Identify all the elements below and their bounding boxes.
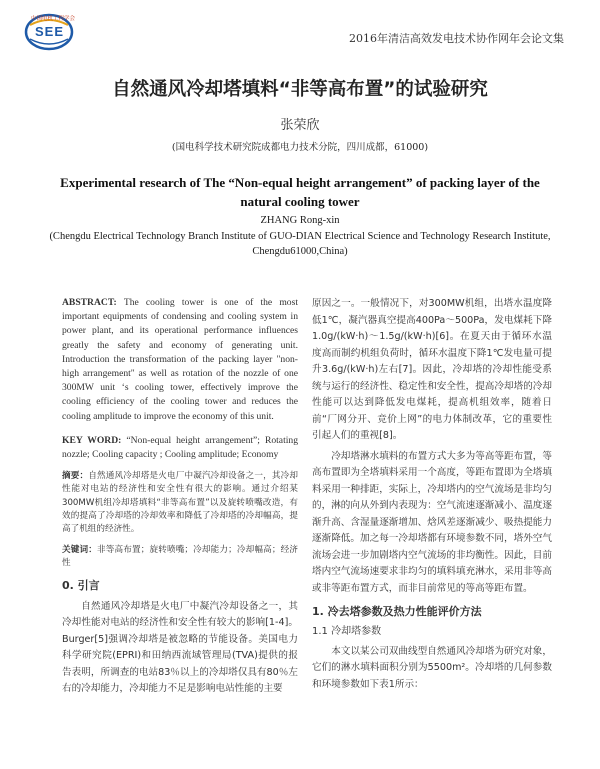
section-0-heading: 0. 引言 [62, 578, 100, 592]
right-column [312, 296, 552, 693]
author-en: ZHANG Rong-xin [260, 215, 340, 226]
author-cn: 张荣欣 [280, 118, 320, 133]
keywords-en-label: KEY WORD: [62, 434, 122, 446]
keywords-cn [62, 544, 298, 570]
abstract-cn-label: 摘要： [62, 471, 89, 482]
title-block [40, 74, 560, 259]
section-0-text: 自然通风冷却塔是火电厂中凝汽冷却设备之一，其冷却性能对电站的经济性和安全性有较大的影响[1-4]。Burger[5]强调冷却塔是被忽略的节能设备。美国电力科学研究院(EPRI)和田纳西流域管理局(TVA)提供的报告表明，所调查的电站83％以上的冷却塔仅具有80％左右的冷却能力，冷却能力不足是影响电站性能的主要 [62, 600, 298, 695]
abstract-en [62, 296, 298, 424]
section-1-heading: 1. 冷去塔参数及热力性能评价方法 [312, 605, 482, 618]
right-paragraph-3: 本文以某公司双曲线型自然通风冷却塔为研究对象，它们的淋水填料面积分别为5500m²。冷却塔的几何参数和环境参数如下表1所示： [312, 645, 552, 690]
abstract-cn-text: 自然通风冷却塔是火电厂中凝汽冷却设备之一，其冷却性能对电站的经济性和安全性有很大的影响。通过介绍某300MW机组冷却塔填料“非等高布置”以及旋转喷嘴改造，有效的提高了冷却塔的冷却效率和降低了冷却塔的冷却幅高，提高了机组的经济性。 [62, 471, 298, 535]
right-paragraph-1: 原因之一。一般情况下，对300MW机组，出塔水温度降低1℃，凝汽器真空提高400Pa～500Pa，发电煤耗下降1.0g/(kW·h)～1.5g/(kW·h)[6]。在夏天由于循环水温度高而制约机组负荷时，循环水温度下降1℃发电量可提升3.6g/(kW·h)左右[7]。因此，冷却塔的冷却性能受系统与运行的经济性、稳定性和安全性，提高冷却塔的冷却性能可以达到降低发电煤耗，提高机组效率，随着日前“厂网分开、竞价上网”的电力体制改革，它的重要性引起人们的重视[8]。 [312, 298, 552, 441]
keywords-cn-label: 关键词： [62, 545, 97, 556]
abstract-en-label: ABSTRACT: [62, 297, 117, 308]
keywords-en-text: “Non-equal height arrangement”; Rotating nozzle; Cooling capacity ; Cooling amplitude; Economy [62, 434, 298, 461]
affiliation-cn: (国电科学技术研究院成都电力技术分院，四川成都，61000) [171, 142, 429, 153]
section-1-1-heading: 1.1 冷却塔参数 [312, 626, 382, 638]
paper-title-cn: 自然通风冷却塔填料“非等高布置”的试验研究 [112, 79, 488, 100]
paper-title-en: Experimental research of The “Non-equal height arrangement” of packing layer of the natural cooling tower [60, 175, 540, 209]
logo-subtitle: 中国电机工程学会 [31, 16, 76, 22]
right-paragraph-2: 冷却塔淋水填料的布置方式大多为等高等距布置，等高布置即为全塔填料采用一个高度，等距布置即为全塔填料采用一种排距，实际上，冷却塔内的空气流场是非均匀的，淋的向从外到内表现为：空气流速逐渐减小、温度逐渐升高、含湿量逐渐增加、焓风差逐渐减少、吸热提能力逐渐降低。加之每一冷却塔都有环境参数不同，塔外空气流场会进一步加剧塔内空气流场的非均衡性。因此，目前塔内空气流场速要求非均匀的填料填充淋水，采用非等高或非等距布置方式，而非目前常见的等高等距布置。 [312, 450, 552, 594]
keywords-en [62, 434, 298, 462]
left-column [62, 296, 298, 698]
keywords-cn-text: 非等高布置；旋转喷嘴；冷却能力；冷却幅高；经济性 [62, 545, 298, 569]
conference-logo [24, 12, 74, 52]
abstract-cn [62, 470, 298, 536]
conference-name: 2016年清洁高效发电技术协作网年会论文集 [349, 32, 564, 45]
logo-text: SEE [35, 24, 65, 39]
abstract-en-text: The cooling tower is one of the most important equipments of condensing and cooling system in power plant, and its operational performance influences greatly the safety and economy of generating unit. Introduction the transformation of the packing layer "non-high arrangement" as well as rotation of the nozzle of one 300MW unit ‘s cooling tower, effectively improve the cooling efficiency of the cooling tower and reduces the cooling amplitude to improve the economy of this unit. [62, 297, 298, 422]
affiliation-en: (Chengdu Electrical Technology Branch Institute of GUO-DIAN Electrical Science and Technology Research Institute, Chengdu61000,China) [49, 231, 551, 257]
